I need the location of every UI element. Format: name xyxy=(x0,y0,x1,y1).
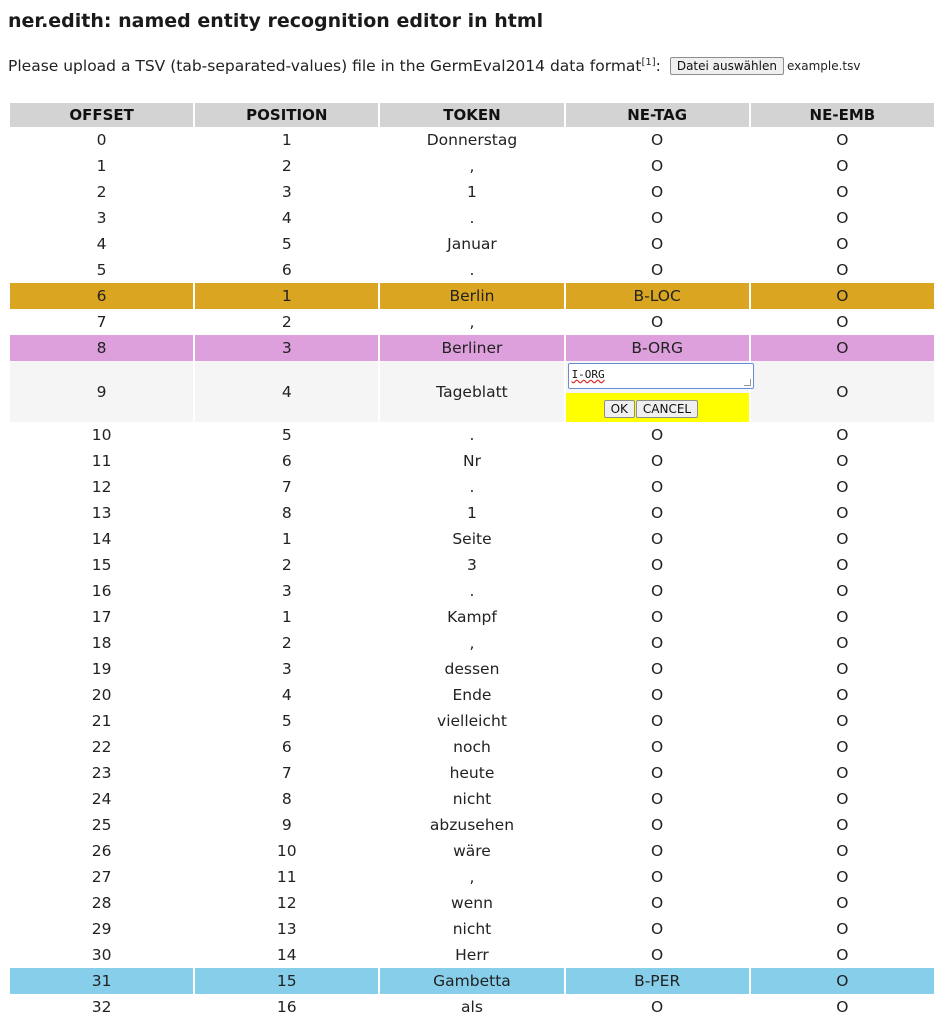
ne-emb-cell: O xyxy=(836,426,849,444)
choose-file-button[interactable]: Datei auswählen xyxy=(670,57,784,75)
offset-cell: 20 xyxy=(91,686,112,704)
token-cell: Januar xyxy=(447,235,497,253)
offset-cell: 10 xyxy=(91,426,112,444)
ne-emb-cell: O xyxy=(751,361,934,422)
token-cell: . xyxy=(469,478,475,496)
ne-emb-cell: O xyxy=(836,894,849,912)
position-cell: 8 xyxy=(281,790,292,808)
table-row[interactable] xyxy=(10,361,934,422)
position-cell: 2 xyxy=(281,157,292,175)
ok-button[interactable]: OK xyxy=(604,400,635,418)
table-row[interactable] xyxy=(10,708,934,734)
offset-cell: 15 xyxy=(91,556,112,574)
token-cell: , xyxy=(469,634,475,652)
token-cell: Berlin xyxy=(380,283,563,309)
table-row[interactable] xyxy=(10,994,934,1020)
ne-tag-cell[interactable]: O xyxy=(651,556,664,574)
offset-cell: 19 xyxy=(91,660,112,678)
position-cell: 5 xyxy=(281,235,292,253)
ne-tag-cell[interactable]: O xyxy=(651,530,664,548)
table-row[interactable] xyxy=(10,838,934,864)
ne-tag-cell[interactable]: O xyxy=(651,738,664,756)
position-cell: 8 xyxy=(281,504,292,522)
position-cell: 3 xyxy=(281,660,292,678)
ne-tag-cell[interactable]: O xyxy=(651,478,664,496)
offset-cell: 2 xyxy=(96,183,107,201)
token-cell: nicht xyxy=(452,920,492,938)
token-cell: Tageblatt xyxy=(380,361,563,422)
offset-cell: 21 xyxy=(91,712,112,730)
table-row[interactable] xyxy=(10,231,934,257)
ne-tag-cell[interactable]: O xyxy=(651,946,664,964)
table-row[interactable] xyxy=(10,205,934,231)
cancel-button[interactable]: CANCEL xyxy=(636,400,698,418)
token-cell: Donnerstag xyxy=(426,131,518,149)
token-cell: Gambetta xyxy=(380,968,563,994)
position-cell: 13 xyxy=(276,920,297,938)
table-row[interactable] xyxy=(10,309,934,335)
offset-cell: 14 xyxy=(91,530,112,548)
token-cell: dessen xyxy=(444,660,500,678)
ne-emb-cell: O xyxy=(836,816,849,834)
token-cell: Nr xyxy=(462,452,481,470)
position-cell: 1 xyxy=(281,131,292,149)
table-row[interactable] xyxy=(10,552,934,578)
table-row[interactable] xyxy=(10,890,934,916)
token-cell: Kampf xyxy=(447,608,497,626)
token-cell: vielleicht xyxy=(437,712,507,730)
token-cell: 1 xyxy=(467,504,477,522)
offset-cell: 12 xyxy=(91,478,112,496)
table-row[interactable] xyxy=(10,578,934,604)
token-cell: Berliner xyxy=(380,335,563,361)
ne-tag-cell[interactable]: O xyxy=(651,998,664,1016)
tag-editor xyxy=(566,361,749,422)
ne-emb-cell: O xyxy=(836,582,849,600)
position-cell: 5 xyxy=(281,712,292,730)
ne-emb-cell: O xyxy=(836,946,849,964)
token-cell: Seite xyxy=(452,530,492,548)
position-cell: 15 xyxy=(195,968,378,994)
table-row[interactable] xyxy=(10,656,934,682)
ne-emb-cell: O xyxy=(836,478,849,496)
position-cell: 7 xyxy=(281,764,292,782)
ne-emb-cell: O xyxy=(836,530,849,548)
ne-tag-cell[interactable]: B-LOC xyxy=(566,283,749,309)
token-cell: Herr xyxy=(455,946,489,964)
ne-emb-cell: O xyxy=(751,968,934,994)
header-offset: OFFSET xyxy=(10,103,193,127)
position-cell: 4 xyxy=(281,686,292,704)
token-cell: . xyxy=(469,426,475,444)
position-cell: 9 xyxy=(281,816,292,834)
table-row[interactable] xyxy=(10,474,934,500)
ne-tag-cell[interactable]: O xyxy=(651,790,664,808)
ne-tag-cell[interactable]: B-ORG xyxy=(566,335,749,361)
ne-emb-cell: O xyxy=(836,313,849,331)
position-cell: 2 xyxy=(281,313,292,331)
token-cell: , xyxy=(469,313,475,331)
position-cell: 4 xyxy=(281,209,292,227)
header-position: POSITION xyxy=(195,103,378,127)
position-cell: 3 xyxy=(195,335,378,361)
header-token: TOKEN xyxy=(380,103,563,127)
ne-emb-cell: O xyxy=(836,235,849,253)
table-row[interactable] xyxy=(10,968,934,994)
table-row[interactable] xyxy=(10,812,934,838)
ne-tag-cell[interactable]: O xyxy=(651,920,664,938)
table-body xyxy=(10,127,934,1020)
table-row[interactable] xyxy=(10,760,934,786)
footnote-link[interactable]: [1] xyxy=(641,57,656,68)
ne-tag-cell[interactable]: O xyxy=(651,452,664,470)
token-cell: nicht xyxy=(452,790,492,808)
ne-emb-cell: O xyxy=(836,131,849,149)
ne-emb-cell: O xyxy=(836,556,849,574)
ne-emb-cell: O xyxy=(751,335,934,361)
position-cell: 2 xyxy=(281,634,292,652)
offset-cell: 11 xyxy=(91,452,112,470)
table-row[interactable] xyxy=(10,448,934,474)
position-cell: 10 xyxy=(276,842,297,860)
upload-instructions: Please upload a TSV (tab-separated-values) file in the GermEval2014 data format[1]: Datei auswählen example.tsv xyxy=(8,57,861,76)
ne-tag-editor-cell[interactable] xyxy=(566,361,749,422)
ne-emb-cell: O xyxy=(836,261,849,279)
offset-cell: 28 xyxy=(91,894,112,912)
table-row[interactable] xyxy=(10,422,934,448)
token-cell: . xyxy=(469,209,475,227)
table-row[interactable] xyxy=(10,864,934,890)
position-cell: 14 xyxy=(276,946,297,964)
ne-tag-cell[interactable]: O xyxy=(651,131,664,149)
offset-cell: 29 xyxy=(91,920,112,938)
token-cell: wäre xyxy=(453,842,491,860)
offset-cell: 9 xyxy=(10,361,193,422)
offset-cell: 32 xyxy=(91,998,112,1016)
ne-tag-cell[interactable]: O xyxy=(651,209,664,227)
offset-cell: 13 xyxy=(91,504,112,522)
ne-emb-cell: O xyxy=(751,283,934,309)
tag-input[interactable] xyxy=(568,363,754,389)
ne-emb-cell: O xyxy=(836,790,849,808)
token-cell: als xyxy=(461,998,483,1016)
offset-cell: 4 xyxy=(96,235,107,253)
table-row[interactable] xyxy=(10,257,934,283)
offset-cell: 18 xyxy=(91,634,112,652)
offset-cell: 23 xyxy=(91,764,112,782)
ne-emb-cell: O xyxy=(836,183,849,201)
offset-cell: 16 xyxy=(91,582,112,600)
position-cell: 6 xyxy=(281,452,292,470)
offset-cell: 26 xyxy=(91,842,112,860)
ne-emb-cell: O xyxy=(836,764,849,782)
position-cell: 2 xyxy=(281,556,292,574)
ner-table xyxy=(8,103,936,1020)
position-cell: 7 xyxy=(281,478,292,496)
position-cell: 5 xyxy=(281,426,292,444)
ne-tag-cell[interactable]: O xyxy=(651,894,664,912)
offset-cell: 17 xyxy=(91,608,112,626)
table-row[interactable] xyxy=(10,786,934,812)
token-cell: noch xyxy=(453,738,491,756)
header-ne-tag: NE-TAG xyxy=(566,103,749,127)
offset-cell: 31 xyxy=(10,968,193,994)
offset-cell: 0 xyxy=(96,131,107,149)
token-cell: , xyxy=(469,868,475,886)
token-cell: 1 xyxy=(467,183,477,201)
table-row[interactable] xyxy=(10,942,934,968)
ne-emb-cell: O xyxy=(836,738,849,756)
ne-tag-cell[interactable]: B-PER xyxy=(566,968,749,994)
ne-tag-cell[interactable]: O xyxy=(651,868,664,886)
header-ne-emb: NE-EMB xyxy=(751,103,934,127)
ne-tag-cell[interactable]: O xyxy=(651,504,664,522)
ne-tag-cell[interactable]: O xyxy=(651,842,664,860)
tag-input-value: I-ORG xyxy=(571,368,605,381)
token-cell: Ende xyxy=(452,686,492,704)
ne-tag-cell[interactable]: O xyxy=(651,313,664,331)
offset-cell: 6 xyxy=(10,283,193,309)
position-cell: 6 xyxy=(281,738,292,756)
table-row[interactable] xyxy=(10,153,934,179)
position-cell: 16 xyxy=(276,998,297,1016)
ne-emb-cell: O xyxy=(836,504,849,522)
token-cell: 3 xyxy=(467,556,477,574)
page-title: ner.edith: named entity recognition editor in html xyxy=(8,10,544,32)
ne-tag-cell[interactable]: O xyxy=(651,816,664,834)
ne-tag-cell[interactable]: O xyxy=(651,608,664,626)
offset-cell: 30 xyxy=(91,946,112,964)
ne-emb-cell: O xyxy=(836,660,849,678)
offset-cell: 8 xyxy=(10,335,193,361)
offset-cell: 5 xyxy=(96,261,107,279)
position-cell: 1 xyxy=(281,530,292,548)
token-cell: wenn xyxy=(451,894,493,912)
resize-grip-icon[interactable] xyxy=(744,379,751,386)
ne-tag-cell[interactable]: O xyxy=(651,235,664,253)
ne-emb-cell: O xyxy=(836,452,849,470)
position-cell: 11 xyxy=(276,868,297,886)
ne-tag-cell[interactable]: O xyxy=(651,660,664,678)
ne-tag-cell[interactable]: O xyxy=(651,183,664,201)
token-cell: heute xyxy=(449,764,495,782)
table-row[interactable] xyxy=(10,127,934,153)
token-cell: . xyxy=(469,582,475,600)
token-cell: , xyxy=(469,157,475,175)
position-cell: 3 xyxy=(281,183,292,201)
position-cell: 4 xyxy=(195,361,378,422)
ne-tag-cell[interactable]: O xyxy=(651,634,664,652)
ne-tag-cell[interactable]: O xyxy=(651,157,664,175)
ne-tag-cell[interactable]: O xyxy=(651,764,664,782)
position-cell: 12 xyxy=(276,894,297,912)
selected-file-name: example.tsv xyxy=(786,59,861,74)
table-row[interactable] xyxy=(10,630,934,656)
token-cell: abzusehen xyxy=(429,816,515,834)
ne-tag-cell[interactable]: O xyxy=(651,712,664,730)
table-row[interactable] xyxy=(10,916,934,942)
table-row[interactable] xyxy=(10,500,934,526)
ne-emb-cell: O xyxy=(836,712,849,730)
offset-cell: 22 xyxy=(91,738,112,756)
position-cell: 1 xyxy=(195,283,378,309)
position-cell: 6 xyxy=(281,261,292,279)
ne-tag-cell[interactable]: O xyxy=(651,582,664,600)
offset-cell: 27 xyxy=(91,868,112,886)
ne-emb-cell: O xyxy=(836,157,849,175)
table-row[interactable] xyxy=(10,682,934,708)
ne-emb-cell: O xyxy=(836,634,849,652)
ne-emb-cell: O xyxy=(836,686,849,704)
ne-emb-cell: O xyxy=(836,209,849,227)
table-header-row xyxy=(10,103,934,127)
position-cell: 3 xyxy=(281,582,292,600)
table-row[interactable] xyxy=(10,283,934,309)
editor-buttons xyxy=(604,399,700,418)
ne-emb-cell: O xyxy=(836,920,849,938)
ne-emb-cell: O xyxy=(836,868,849,886)
table-row[interactable] xyxy=(10,604,934,630)
table-row[interactable] xyxy=(10,179,934,205)
offset-cell: 3 xyxy=(96,209,107,227)
ne-emb-cell: O xyxy=(836,998,849,1016)
position-cell: 1 xyxy=(281,608,292,626)
table-row[interactable] xyxy=(10,526,934,552)
offset-cell: 25 xyxy=(91,816,112,834)
upload-text: Please upload a TSV (tab-separated-values) file in the GermEval2014 data format xyxy=(8,57,642,76)
ne-tag-cell[interactable]: O xyxy=(651,261,664,279)
offset-cell: 24 xyxy=(91,790,112,808)
ne-tag-cell[interactable]: O xyxy=(651,686,664,704)
table-row[interactable] xyxy=(10,335,934,361)
ne-emb-cell: O xyxy=(836,608,849,626)
ne-tag-cell[interactable]: O xyxy=(651,426,664,444)
offset-cell: 7 xyxy=(96,313,107,331)
table-row[interactable] xyxy=(10,734,934,760)
token-cell: . xyxy=(469,261,475,279)
offset-cell: 1 xyxy=(96,157,107,175)
ne-emb-cell: O xyxy=(836,842,849,860)
